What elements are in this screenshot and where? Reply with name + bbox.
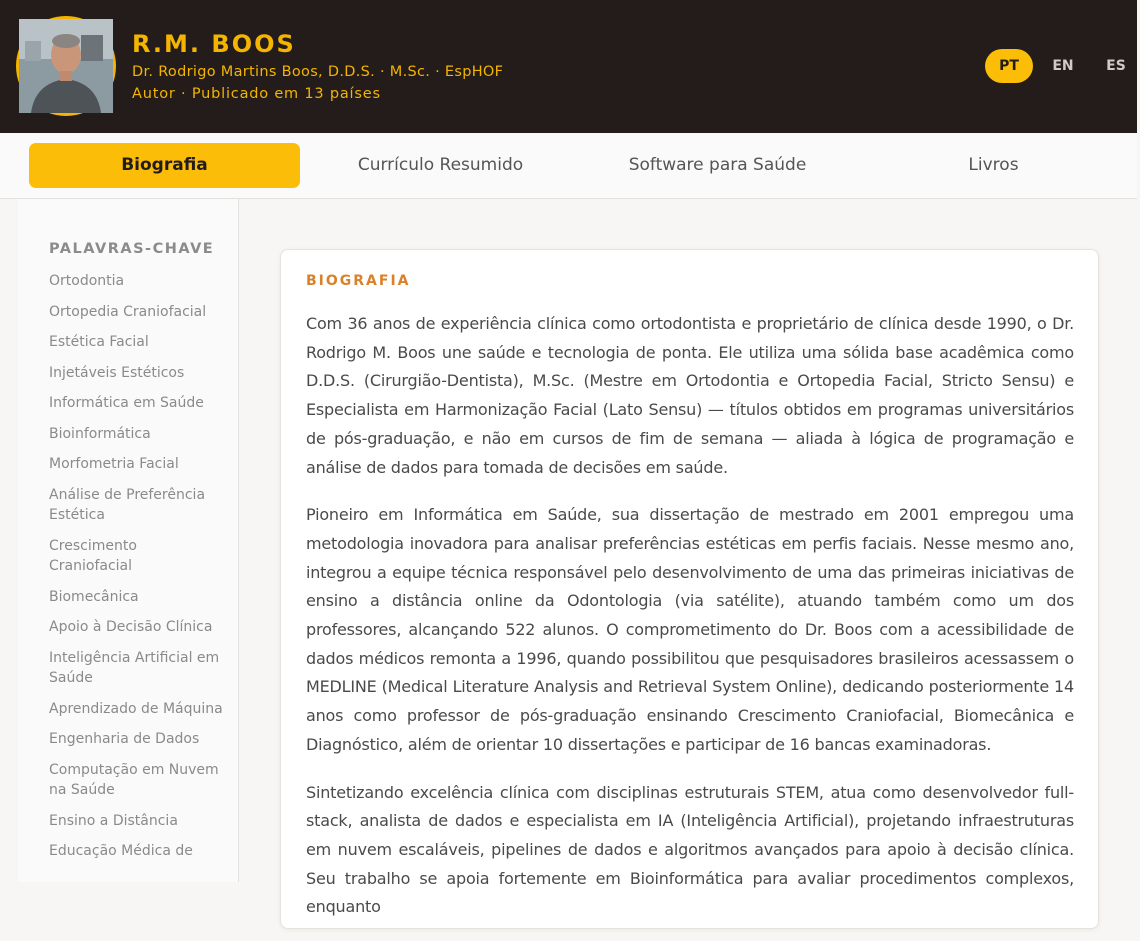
section-title: BIOGRAFIA bbox=[306, 273, 411, 289]
keyword-item[interactable]: Ortodontia bbox=[49, 273, 125, 289]
main-nav bbox=[0, 133, 1137, 199]
keyword-item[interactable]: Educação Médica de bbox=[49, 843, 193, 859]
site-tagline: Autor · Publicado em 13 países bbox=[132, 86, 381, 102]
keywords-sidebar bbox=[18, 199, 239, 882]
avatar bbox=[16, 16, 116, 116]
keywords-list bbox=[49, 271, 224, 872]
keyword-item[interactable]: Inteligência Artificial em Saúde bbox=[49, 649, 220, 686]
avatar-photo bbox=[19, 19, 113, 113]
tab-biografia[interactable]: Biografia bbox=[29, 143, 300, 188]
tab-curriculo-resumido[interactable]: Currículo Resumido bbox=[357, 155, 524, 175]
keyword-item[interactable]: Ortopedia Craniofacial bbox=[49, 303, 207, 320]
keyword-item[interactable]: Análise de Preferência Estética bbox=[49, 486, 206, 523]
keyword-item[interactable]: Estética Facial bbox=[49, 334, 149, 350]
lang-es-button[interactable]: ES bbox=[1106, 58, 1126, 74]
biography-paragraph: Sintetizando excelência clínica com disciplinas estruturais STEM, atua como desenvolvedor full-stack, analista de dados e especialista em IA (Inteligência Artificial), projetando infraestruturas em nuvem escaláveis, pipelines de dados e algoritmos avançados para apoio à decisão clínica. Seu trabalho se apoia fortemente em Bioinformática para avaliar procedimentos complexos, enquanto bbox=[306, 782, 1074, 917]
site-header bbox=[0, 0, 1137, 133]
keyword-item[interactable]: Injetáveis Estéticos bbox=[49, 364, 185, 381]
lang-pt-button[interactable]: PT bbox=[985, 49, 1033, 83]
keyword-item[interactable]: Bioinformática bbox=[49, 425, 151, 442]
keyword-item[interactable]: Aprendizado de Máquina bbox=[49, 700, 223, 717]
keyword-item[interactable]: Engenharia de Dados bbox=[49, 731, 200, 747]
tab-livros[interactable]: Livros bbox=[968, 155, 1019, 175]
keywords-title: PALAVRAS-CHAVE bbox=[49, 241, 215, 257]
biography-paragraph: Com 36 anos de experiência clínica como ortodontista e proprietário de clínica desde 1990, o Dr. Rodrigo M. Boos une saúde e tecnologia de ponta. Ele utiliza uma sólida base acadêmica como D.D.S. (Cirurgião-Dentista), M.Sc. (Mestre em Ortodontia e Ortopedia Facial, Stricto Sensu) e Especialista em Harmonização Facial (Lato Sensu) — títulos obtidos em programas universitários de pós-graduação, e não em cursos de fim de semana — aliada à lógica de programação e análise de dados para tomada de decisões em saúde. bbox=[306, 314, 1074, 477]
site-title: R.M. BOOS bbox=[132, 30, 296, 58]
keyword-item[interactable]: Biomecânica bbox=[49, 588, 139, 605]
keyword-item[interactable]: Ensino a Distância bbox=[49, 812, 178, 829]
site-subtitle: Dr. Rodrigo Martins Boos, D.D.S. · M.Sc. · EspHOF bbox=[132, 64, 504, 80]
tab-software-para-saude[interactable]: Software para Saúde bbox=[628, 155, 807, 175]
keyword-item[interactable]: Informática em Saúde bbox=[49, 395, 204, 411]
keyword-item[interactable]: Apoio à Decisão Clínica bbox=[49, 619, 213, 635]
keyword-item[interactable]: Morfometria Facial bbox=[49, 456, 179, 472]
keyword-item[interactable]: Crescimento Craniofacial bbox=[49, 537, 137, 574]
biography-paragraph: Pioneiro em Informática em Saúde, sua dissertação de mestrado em 2001 empregou uma metodologia inovadora para analisar preferências estéticas em perfis faciais. Nesse mesmo ano, integrou a equipe técnica responsável pelo desenvolvimento de uma das primeiras iniciativas de ensino a distância online da Odontologia (via satélite), atuando também como um dos professores, alcançando 522 alunos. O comprometimento do Dr. Boos com a acessibilidade de dados médicos remonta a 1996, quando possibilitou que pesquisadores brasileiros acessassem o MEDLINE (Medical Literature Analysis and Retrieval System Online), dedicando posteriormente 14 anos como professor de pós-graduação ensinando Crescimento Craniofacial, Biomecânica e Diagnóstico, além de orientar 10 dissertações e participar de 16 bancas examinadoras. bbox=[306, 505, 1074, 754]
keyword-item[interactable]: Computação em Nuvem na Saúde bbox=[49, 761, 219, 798]
lang-en-button[interactable]: EN bbox=[1052, 58, 1074, 74]
biography-text bbox=[306, 310, 1074, 941]
biography-card bbox=[280, 249, 1099, 929]
